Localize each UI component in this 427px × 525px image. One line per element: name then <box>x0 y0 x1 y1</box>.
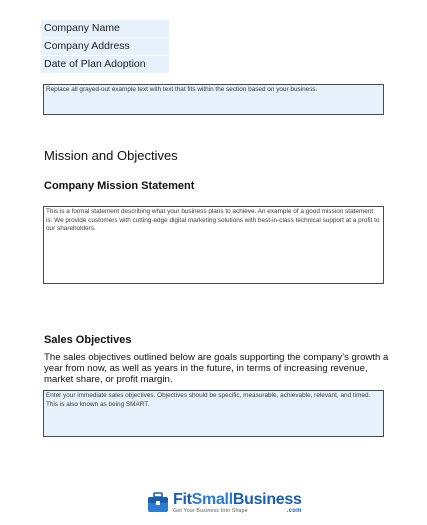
sales-objectives-box[interactable]: Enter your immediate sales objectives. Objectives should be specific, measurable, achievable, relevant, and timed. This is also known as being SMART. <box>43 390 384 437</box>
brand-fit: Fit <box>173 490 192 508</box>
intro-instruction-box[interactable]: Replace all grayed-out example text with text that fits within the section based on your business. <box>43 84 384 115</box>
mission-statement-heading: Company Mission Statement <box>44 180 195 192</box>
sales-objectives-heading: Sales Objectives <box>44 334 132 346</box>
mission-statement-box[interactable]: This is a formal statement describing what your business plans to achieve. An example of a good mission statement is: We provide customers with cutting-edge digital marketing solutions with best-in-class technical support at a profit to our shareholders. <box>43 206 384 284</box>
date-of-plan-field[interactable]: Date of Plan Adoption <box>41 56 169 73</box>
company-name-field[interactable]: Company Name <box>41 20 169 37</box>
mission-section-title: Mission and Objectives <box>44 148 178 163</box>
brand-tagline: Get Your Business Into Shape <box>173 507 248 514</box>
fitsmallbusiness-logo <box>147 489 302 517</box>
brand-domain: .com <box>286 507 302 514</box>
sales-objectives-paragraph: The sales objectives outlined below are goals supporting the company’s growth a year from now, as well as years in the future, in terms of increasing revenue, market share, or profit margin. <box>44 352 389 385</box>
briefcase-icon <box>147 491 169 515</box>
company-address-field[interactable]: Company Address <box>41 38 169 55</box>
brand-business: Business <box>232 490 302 508</box>
brand-small: Small <box>191 490 233 508</box>
